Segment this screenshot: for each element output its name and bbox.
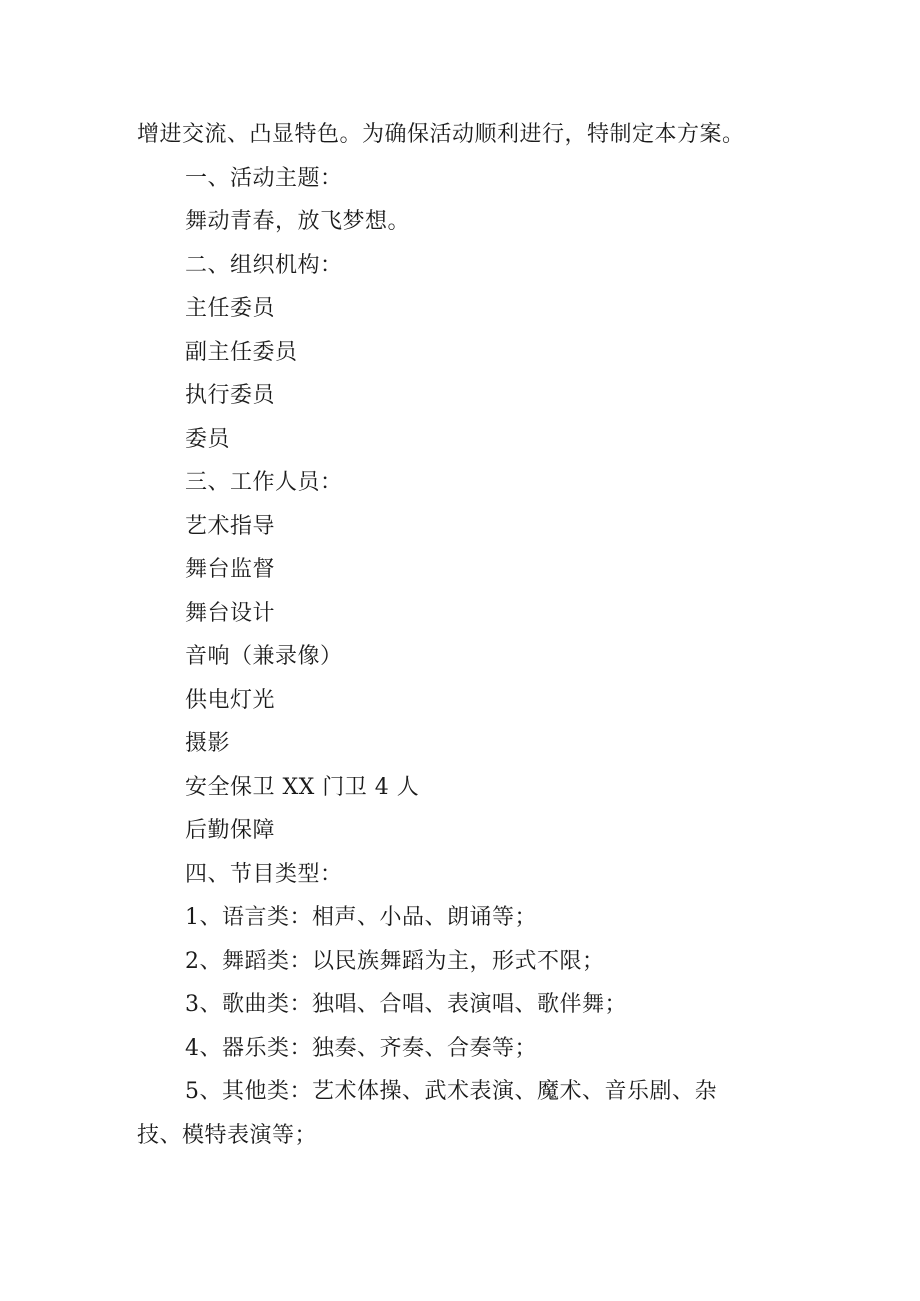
section-heading-staff: 三、工作人员： [185,470,343,495]
section-heading-program-types: 四、节目类型： [185,862,343,887]
staff-item: 艺术指导 [185,514,276,539]
staff-item: 后勤保障 [185,818,276,843]
org-item: 主任委员 [185,296,276,321]
program-type-item: 5、其他类：艺术体操、武术表演、魔术、音乐剧、杂 [185,1079,717,1104]
section-heading-theme: 一、活动主题： [185,166,343,191]
staff-item: 安全保卫 XX 门卫 4 人 [185,775,420,800]
program-type-item: 3、歌曲类：独唱、合唱、表演唱、歌伴舞； [185,992,627,1017]
section-heading-organization: 二、组织机构： [185,253,343,278]
org-item: 副主任委员 [185,340,298,365]
staff-item: 舞台设计 [185,601,276,626]
program-type-item-continuation: 技、模特表演等； [137,1123,318,1148]
theme-text: 舞动青春，放飞梦想。 [185,209,411,234]
intro-paragraph-tail: 增进交流、凸显特色。为确保活动顺利进行，特制定本方案。 [137,122,745,147]
program-type-item: 1、语言类：相声、小品、朗诵等； [185,905,537,930]
staff-item: 摄影 [185,731,231,756]
staff-item: 舞台监督 [185,557,276,582]
org-item: 执行委员 [185,383,276,408]
staff-item: 音响（兼录像） [185,644,343,669]
program-type-item: 2、舞蹈类：以民族舞蹈为主，形式不限； [185,949,605,974]
staff-item: 供电灯光 [185,688,276,713]
org-item: 委员 [185,427,231,452]
program-type-item: 4、器乐类：独奏、齐奏、合奏等； [185,1036,537,1061]
